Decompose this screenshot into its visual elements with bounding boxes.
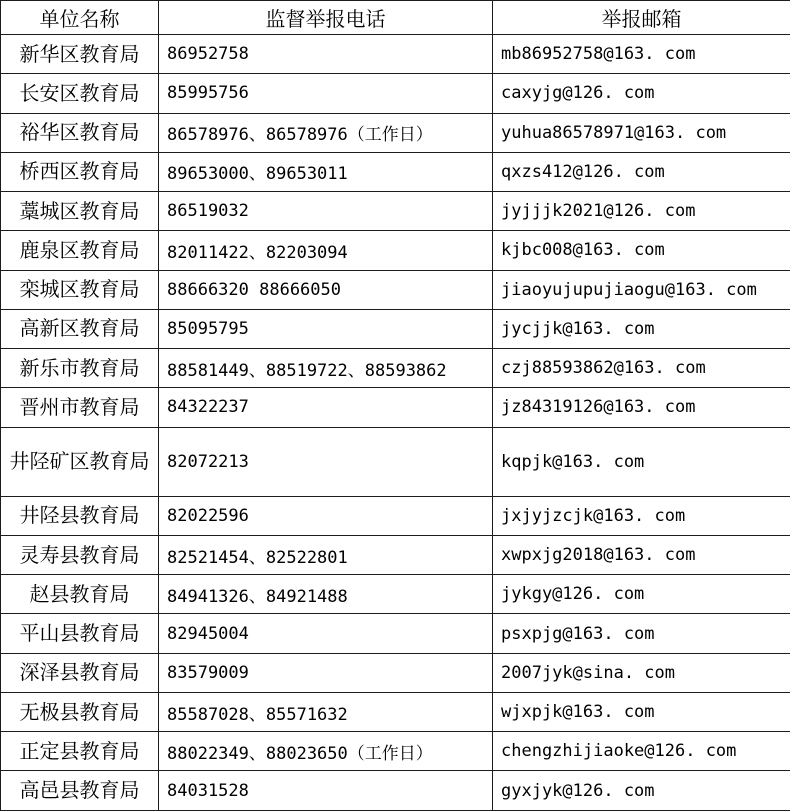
email-cell: psxpjg@163. com [493, 614, 790, 653]
phone-cell: 84322237 [159, 388, 493, 427]
email-cell: 2007jyk@sina. com [493, 653, 790, 692]
table-row [1, 35, 790, 74]
phone-cell: 88022349、88023650（工作日） [159, 732, 493, 771]
phone-cell: 86952758 [159, 35, 493, 74]
phone-cell: 85095795 [159, 309, 493, 348]
phone-cell: 88666320 88666050 [159, 270, 493, 309]
table-row [1, 388, 790, 427]
table-row [1, 496, 790, 535]
unit-name-cell: 晋州市教育局 [1, 388, 159, 427]
email-cell: jxjyjzcjk@163. com [493, 496, 790, 535]
unit-name-cell: 高邑县教育局 [1, 771, 159, 811]
phone-cell: 89653000、89653011 [159, 152, 493, 191]
email-cell: gyxjyk@126. com [493, 771, 790, 811]
phone-cell: 82945004 [159, 614, 493, 653]
unit-name-cell: 藁城区教育局 [1, 192, 159, 231]
phone-cell: 82022596 [159, 496, 493, 535]
unit-name-cell: 长安区教育局 [1, 74, 159, 113]
unit-name-cell: 高新区教育局 [1, 309, 159, 348]
table-row [1, 535, 790, 574]
unit-name-cell: 灵寿县教育局 [1, 535, 159, 574]
email-cell: jiaoyujupujiaogu@163. com [493, 270, 790, 309]
table-row [1, 653, 790, 692]
phone-cell: 83579009 [159, 653, 493, 692]
email-cell: czj88593862@163. com [493, 349, 790, 388]
table-header [1, 1, 790, 35]
table-row [1, 771, 790, 811]
header-row [1, 1, 790, 35]
header-email: 举报邮箱 [493, 1, 790, 35]
table-row [1, 270, 790, 309]
unit-name-cell: 鹿泉区教育局 [1, 231, 159, 270]
header-unit-name: 单位名称 [1, 1, 159, 35]
table-row [1, 231, 790, 270]
email-cell: caxyjg@126. com [493, 74, 790, 113]
unit-name-cell: 无极县教育局 [1, 692, 159, 731]
unit-name-cell: 桥西区教育局 [1, 152, 159, 191]
phone-cell: 86519032 [159, 192, 493, 231]
table-row [1, 732, 790, 771]
table-row [1, 427, 790, 496]
unit-name-cell: 新华区教育局 [1, 35, 159, 74]
email-cell: chengzhijiaoke@126. com [493, 732, 790, 771]
unit-name-cell: 井陉县教育局 [1, 496, 159, 535]
table-body [1, 35, 790, 811]
header-phone: 监督举报电话 [159, 1, 493, 35]
phone-cell: 85995756 [159, 74, 493, 113]
table-row [1, 349, 790, 388]
table-row [1, 692, 790, 731]
phone-cell: 85587028、85571632 [159, 692, 493, 731]
unit-name-cell: 新乐市教育局 [1, 349, 159, 388]
email-cell: qxzs412@126. com [493, 152, 790, 191]
phone-cell: 82521454、82522801 [159, 535, 493, 574]
unit-name-cell: 井陉矿区教育局 [1, 427, 159, 496]
phone-cell: 84031528 [159, 771, 493, 811]
unit-name-cell: 裕华区教育局 [1, 113, 159, 152]
table-row [1, 192, 790, 231]
email-cell: yuhua86578971@163. com [493, 113, 790, 152]
email-cell: jyjjjk2021@126. com [493, 192, 790, 231]
email-cell: wjxpjk@163. com [493, 692, 790, 731]
email-cell: mb86952758@163. com [493, 35, 790, 74]
unit-name-cell: 深泽县教育局 [1, 653, 159, 692]
phone-cell: 88581449、88519722、88593862 [159, 349, 493, 388]
email-cell: xwpxjg2018@163. com [493, 535, 790, 574]
email-cell: jycjjk@163. com [493, 309, 790, 348]
table-row [1, 113, 790, 152]
table-row [1, 309, 790, 348]
email-cell: kjbc008@163. com [493, 231, 790, 270]
unit-name-cell: 栾城区教育局 [1, 270, 159, 309]
phone-cell: 86578976、86578976（工作日） [159, 113, 493, 152]
unit-name-cell: 赵县教育局 [1, 575, 159, 614]
table-row [1, 575, 790, 614]
table-row [1, 152, 790, 191]
table-row [1, 614, 790, 653]
email-cell: jz84319126@163. com [493, 388, 790, 427]
table-row [1, 74, 790, 113]
email-cell: kqpjk@163. com [493, 427, 790, 496]
email-cell: jykgy@126. com [493, 575, 790, 614]
phone-cell: 84941326、84921488 [159, 575, 493, 614]
unit-name-cell: 平山县教育局 [1, 614, 159, 653]
phone-cell: 82072213 [159, 427, 493, 496]
unit-name-cell: 正定县教育局 [1, 732, 159, 771]
phone-cell: 82011422、82203094 [159, 231, 493, 270]
